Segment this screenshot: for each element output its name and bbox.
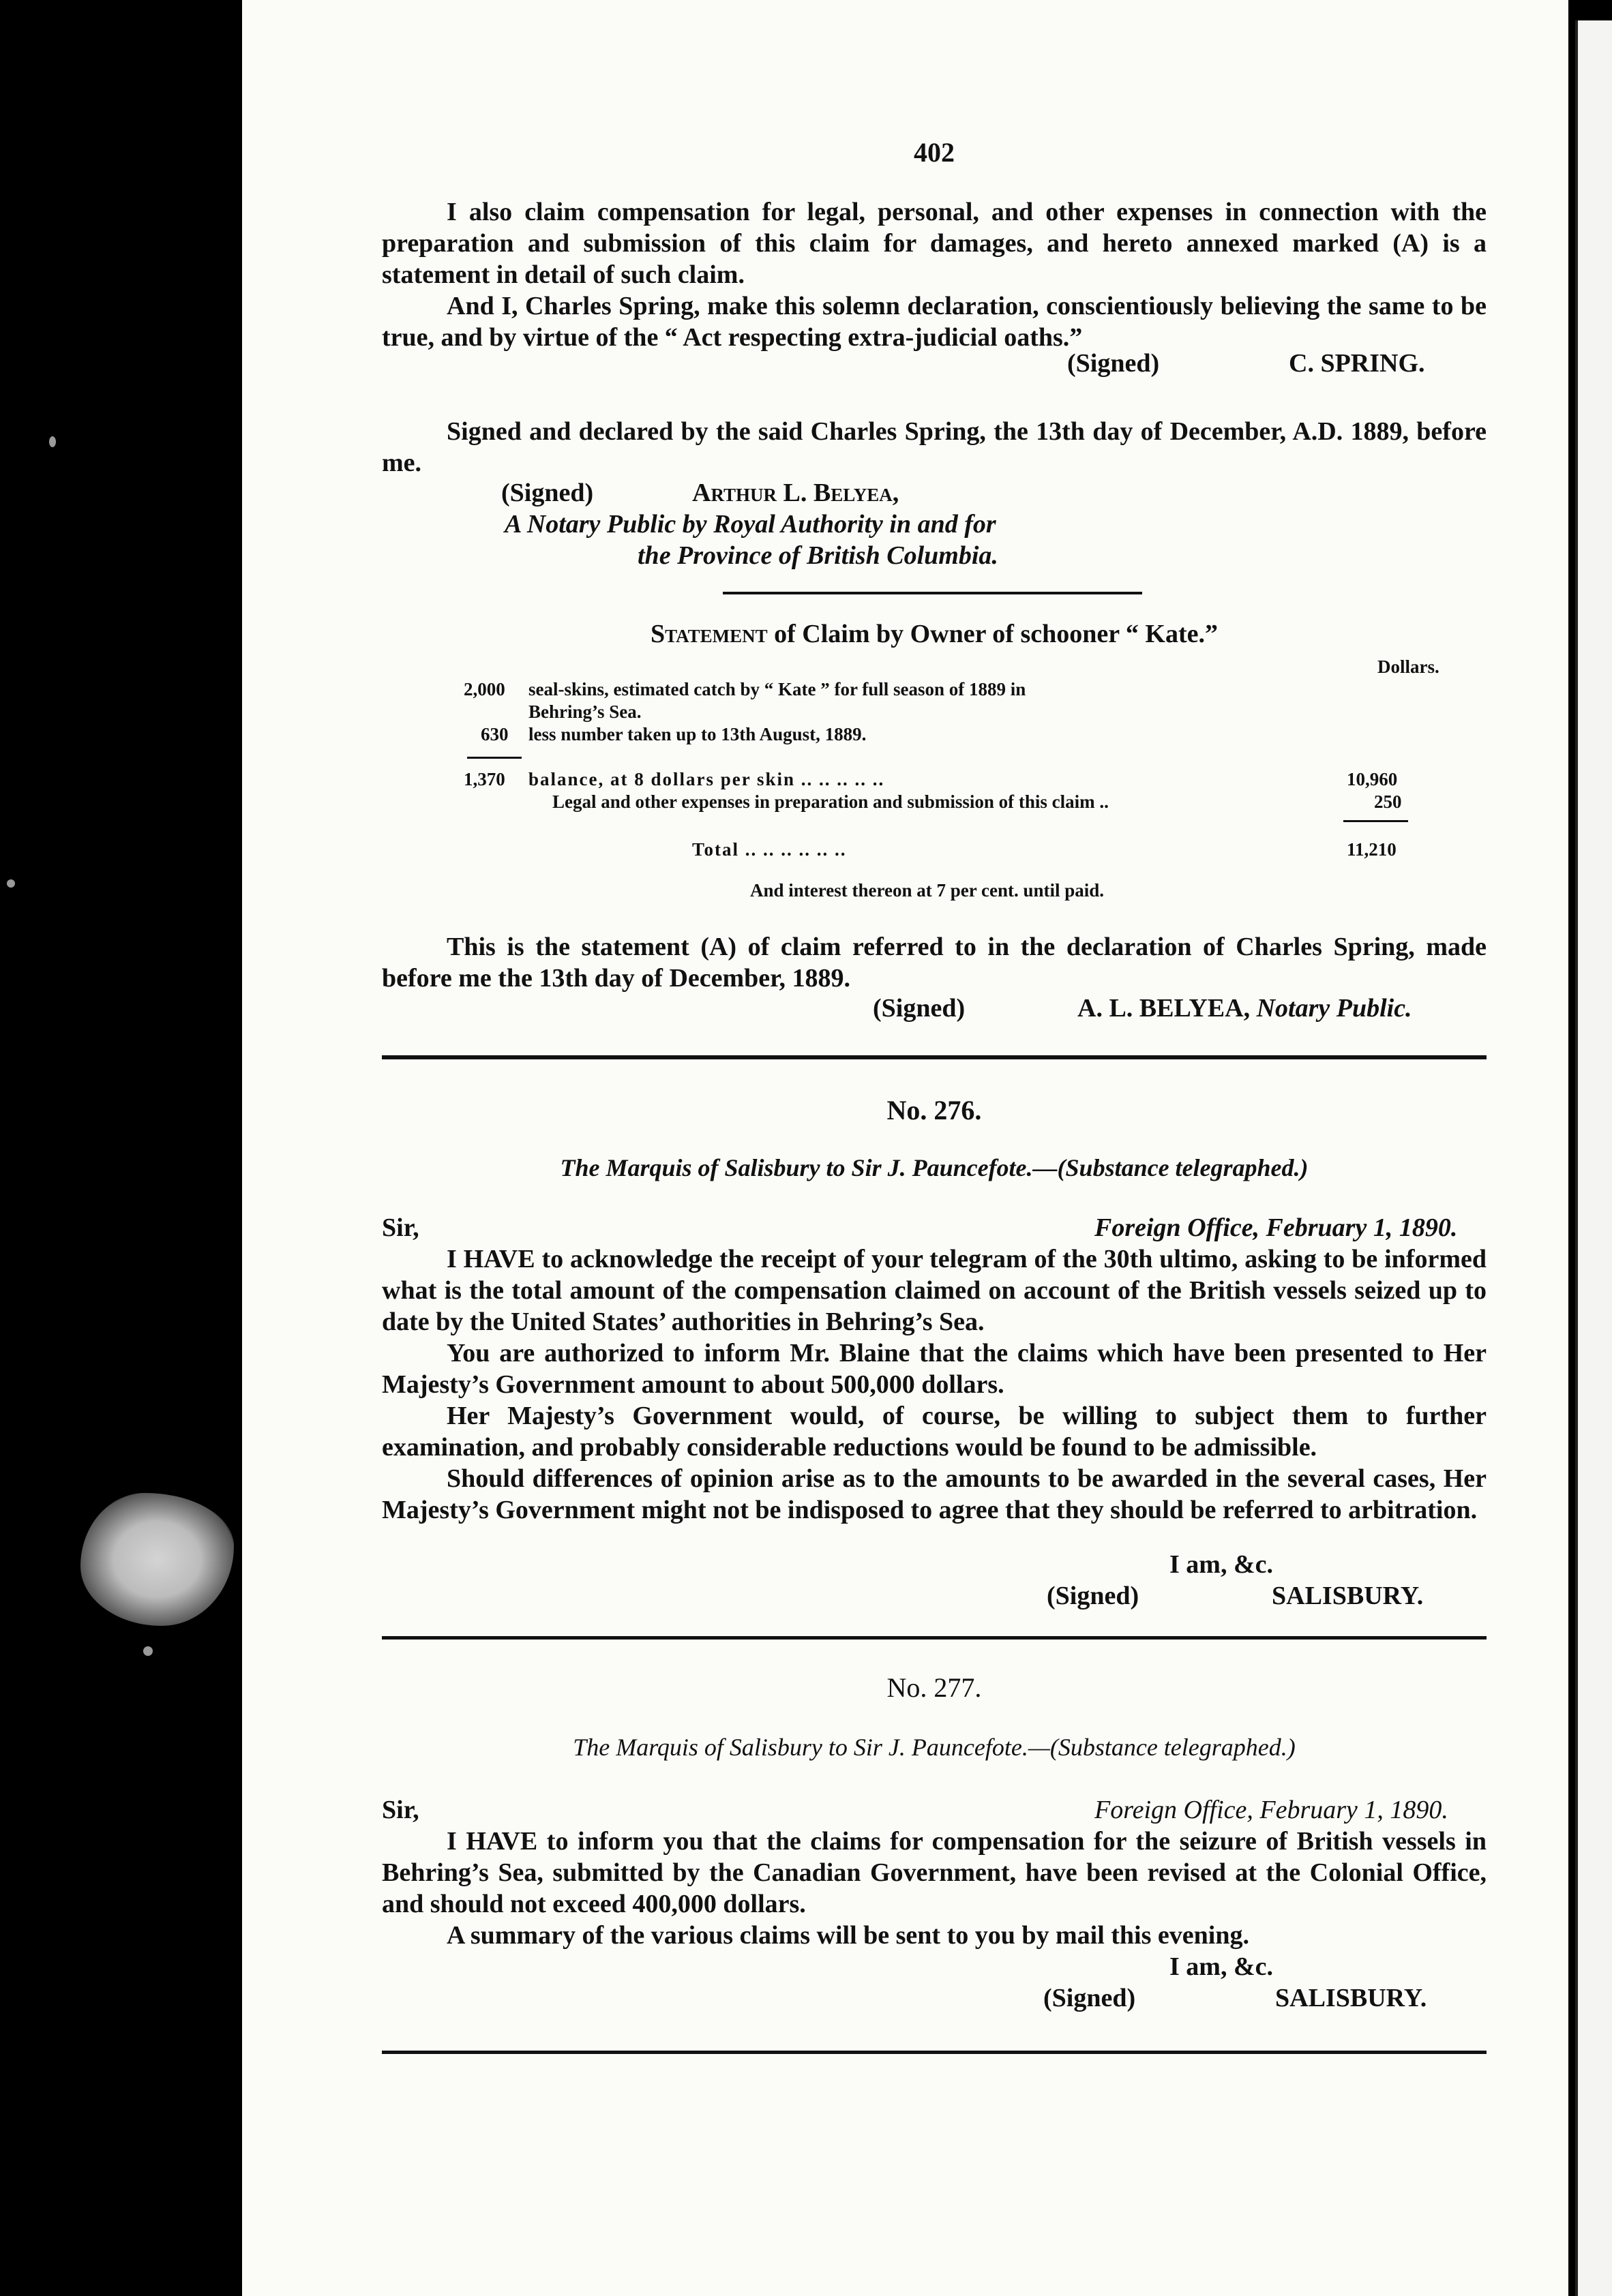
letter277-heading: The Marquis of Salisbury to Sir J. Pauncefote.—(Substance telegraphed.) <box>573 1734 1296 1761</box>
letter277-body <box>382 1826 1487 1951</box>
intro-signed-label: (Signed) <box>1067 349 1160 378</box>
interest-note: And interest thereon at 7 per cent. until paid. <box>750 880 1105 901</box>
letter276-body <box>382 1243 1487 1526</box>
statement-ref-text: This is the statement (A) of claim referred to in the declaration of Charles Spring, made before me the 13th day of December, 1889. <box>382 933 1487 993</box>
document-page <box>242 0 1568 2296</box>
intro-block <box>382 196 1487 353</box>
adjacent-page-edge <box>1575 20 1612 2296</box>
scan-speck <box>49 436 56 447</box>
notary-name: Arthur L. Belyea, <box>692 479 899 507</box>
letter276-place-date: Foreign Office, February 1, 1890. <box>1094 1213 1458 1242</box>
letter277-signed-label: (Signed) <box>1043 1984 1136 2012</box>
letter276-paragraph-2: You are authorized to inform Mr. Blaine that the claims which have been presented to Her Majesty’s Government amount to about 500,000 dollars. <box>382 1339 1487 1399</box>
letter276-salutation: Sir, <box>382 1213 419 1242</box>
statement-ref-block <box>382 931 1487 994</box>
letter276-paragraph-1: I HAVE to acknowledge the receipt of your telegram of the 30th ultimo, asking to be informed what is the total amount of the compensation claimed on account of the British vessels seized up to date by the United States’ authorities in Behring’s Sea. <box>382 1245 1487 1336</box>
total-label: Total .. .. .. .. .. .. <box>692 839 847 860</box>
row3-text: balance, at 8 dollars per skin .. .. .. .. .. <box>528 769 885 789</box>
section-divider-full-2 <box>382 1636 1487 1640</box>
statement-ref-signed-label: (Signed) <box>873 994 966 1023</box>
scan-speck <box>143 1646 153 1656</box>
row1-qty: 2,000 <box>464 679 505 699</box>
letter277-salutation: Sir, <box>382 1796 419 1824</box>
letter276-signed-label: (Signed) <box>1047 1582 1139 1610</box>
page-number: 402 <box>914 137 955 168</box>
paper-damage-blot <box>80 1493 234 1626</box>
letter276-number: No. 276. <box>886 1095 982 1126</box>
intro-paragraph-2: And I, Charles Spring, make this solemn declaration, conscientiously believing the same to be true, and by virtue of the “ Act respecting extra-judicial oaths.” <box>382 292 1487 352</box>
row3-value: 10,960 <box>1347 769 1398 789</box>
row1-text-2: Behring’s Sea. <box>528 701 642 722</box>
total-value: 11,210 <box>1347 839 1397 860</box>
letter277-paragraph-2: A summary of the various claims will be sent to you by mail this evening. <box>447 1921 1249 1950</box>
letter276-heading: The Marquis of Salisbury to Sir J. Pauncefote.—(Substance telegraphed.) <box>560 1154 1309 1181</box>
declaration-signed-label: (Signed) <box>501 479 594 507</box>
row2-text: less number taken up to 13th August, 1889. <box>528 724 867 744</box>
dollars-header: Dollars. <box>1377 656 1439 677</box>
row4-text: Legal and other expenses in preparation and submission of this claim .. <box>552 791 1109 812</box>
letter276-closing: I am, &c. <box>1169 1550 1273 1579</box>
letter277-closing: I am, &c. <box>1169 1952 1273 1981</box>
section-divider-full-1 <box>382 1055 1487 1059</box>
row3-qty: 1,370 <box>464 769 505 789</box>
statement-title <box>382 619 1487 649</box>
statement-ref-signature: A. L. BELYEA, Notary Public. <box>1077 994 1412 1023</box>
qty-subtotal-rule <box>467 757 522 759</box>
statement-title-prefix: Statement <box>650 620 768 648</box>
statement-title-rest: of Claim by Owner of schooner “ Kate.” <box>767 620 1219 648</box>
letter277-place-date: Foreign Office, February 1, 1890. <box>1094 1796 1448 1824</box>
notary-line-1: A Notary Public by Royal Authority in and for <box>505 510 996 539</box>
letter276-signature: SALISBURY. <box>1272 1582 1424 1610</box>
row4-value: 250 <box>1374 791 1402 812</box>
letter277-signature: SALISBURY. <box>1275 1984 1427 2012</box>
signature-role: Notary Public. <box>1256 994 1412 1023</box>
letter276-paragraph-4: Should differences of opinion arise as to the amounts to be awarded in the several cases, Her Majesty’s Government might not be indisposed to agree that they should be referred to arbitration. <box>382 1464 1487 1524</box>
scan-speck <box>7 879 15 888</box>
row1-text: seal-skins, estimated catch by “ Kate ” for full season of 1889 in <box>528 679 1026 699</box>
letter277-number: No. 277. <box>886 1672 982 1703</box>
section-divider-short <box>723 592 1142 594</box>
letter277-paragraph-1: I HAVE to inform you that the claims for compensation for the seizure of British vessels in Behring’s Sea, submitted by the Canadian Government, have been revised at the Colonial Office, and should not exceed 400,000 dollars. <box>382 1827 1487 1918</box>
declaration-block <box>382 416 1487 479</box>
intro-paragraph-1: I also claim compensation for legal, personal, and other expenses in connection with the preparation and submission of this claim for damages, and hereto annexed marked (A) is a statement in detail of such claim. <box>382 198 1487 289</box>
notary-line-2: the Province of British Columbia. <box>638 541 998 570</box>
section-divider-full-3 <box>382 2051 1487 2054</box>
letter276-paragraph-3: Her Majesty’s Government would, of course, be willing to subject them to further examination, and probably considerable reductions would be found to be admissible. <box>382 1402 1487 1462</box>
declaration-text: Signed and declared by the said Charles Spring, the 13th day of December, A.D. 1889, before me. <box>382 417 1487 477</box>
row2-qty: 630 <box>481 724 509 744</box>
intro-signature: C. SPRING. <box>1289 349 1425 378</box>
total-rule <box>1343 820 1408 822</box>
